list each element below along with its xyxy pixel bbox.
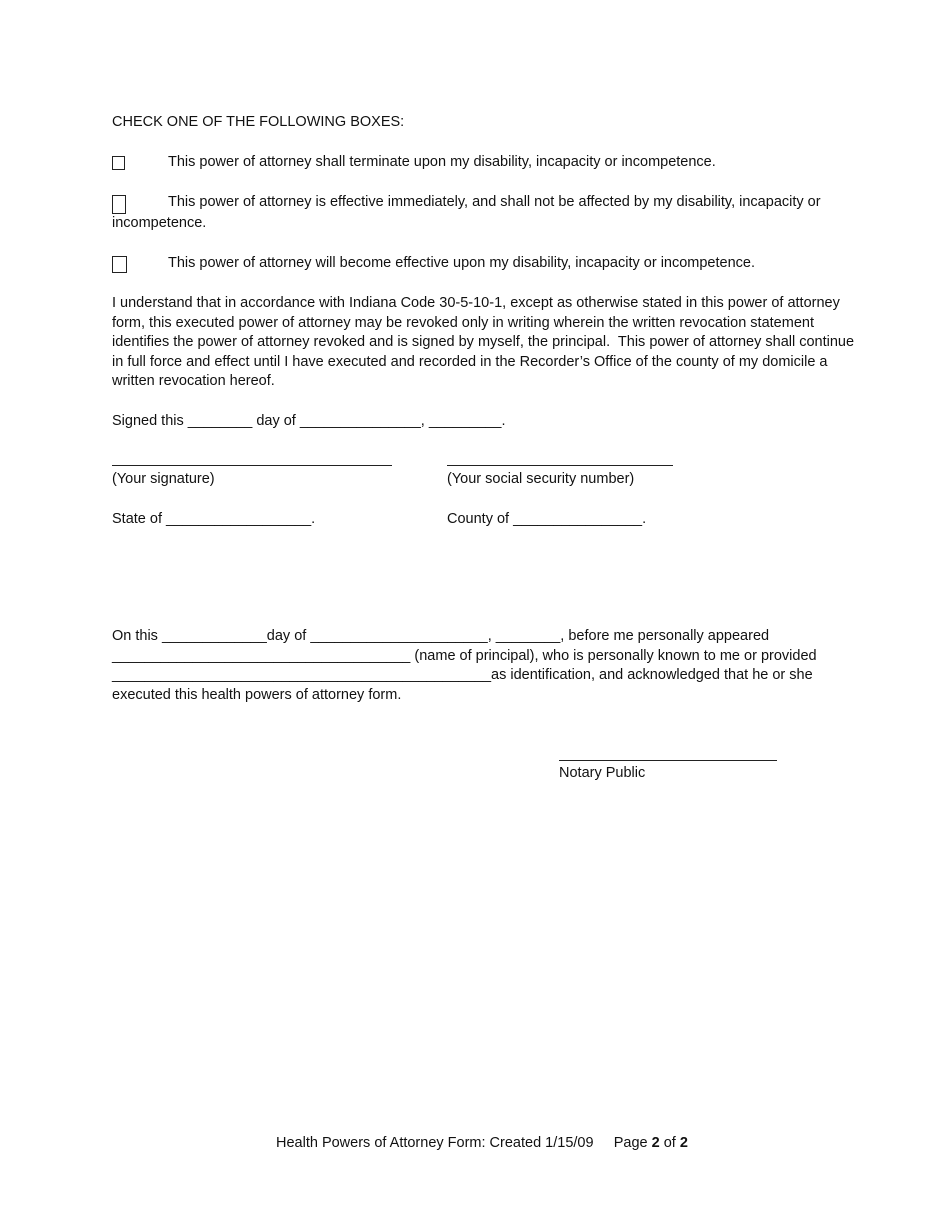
revocation-line-4: in full force and effect until I have executed and recorded in the Recorder’s Office of the county of my domicile a (112, 354, 828, 370)
ssn-line[interactable] (447, 465, 673, 466)
option-immediate-text-line2: incompetence. (112, 215, 207, 231)
signature-label: (Your signature) (112, 471, 215, 487)
page-footer (276, 1133, 688, 1153)
notary-line-3: _______________________________________________as identification, and acknowledged that he or she (112, 667, 813, 683)
notary-line-2: _____________________________________ (name of principal), who is personally known to me or provided (112, 648, 817, 664)
notary-public-label: Notary Public (559, 765, 646, 781)
checkbox-effective-upon-disability[interactable] (112, 256, 127, 273)
revocation-line-5: written revocation hereof. (112, 373, 275, 389)
county-field[interactable]: County of ________________. (447, 511, 647, 527)
footer-of-word: of (663, 1135, 676, 1151)
notary-line-1: On this _____________day of ______________________, ________, before me personally appeared (112, 628, 770, 644)
footer-page-total: 2 (679, 1135, 688, 1151)
footer-page-word: Page (613, 1135, 648, 1151)
option-upon-disability-text: This power of attorney will become effective upon my disability, incapacity or incompetence. (168, 255, 755, 271)
signed-date-line[interactable]: Signed this ________ day of _______________, _________. (112, 413, 506, 429)
state-field[interactable]: State of __________________. (112, 511, 316, 527)
option-immediate-text-line1: This power of attorney is effective immediately, and shall not be affected by my disability, incapacity or (168, 194, 821, 210)
revocation-line-3: identifies the power of attorney revoked and is signed by myself, the principal. This power of attorney shall continue (112, 334, 855, 350)
footer-page-number: 2 (651, 1135, 660, 1151)
checkbox-effective-immediately[interactable] (112, 195, 126, 214)
signature-line[interactable] (112, 465, 392, 466)
option-terminate-text: This power of attorney shall terminate upon my disability, incapacity or incompetence. (168, 154, 716, 170)
checkbox-terminate[interactable] (112, 156, 125, 170)
footer-text: Health Powers of Attorney Form: Created 1/15/09 (276, 1135, 594, 1151)
notary-signature-line[interactable] (559, 760, 777, 761)
revocation-line-1: I understand that in accordance with Indiana Code 30-5-10-1, except as otherwise stated in this power of attorney (112, 295, 840, 311)
revocation-line-2: form, this executed power of attorney may be revoked only in writing wherein the written revocation statement (112, 315, 814, 331)
notary-line-4: executed this health powers of attorney form. (112, 687, 402, 703)
ssn-label: (Your social security number) (447, 471, 635, 487)
check-heading: CHECK ONE OF THE FOLLOWING BOXES: (112, 114, 405, 130)
